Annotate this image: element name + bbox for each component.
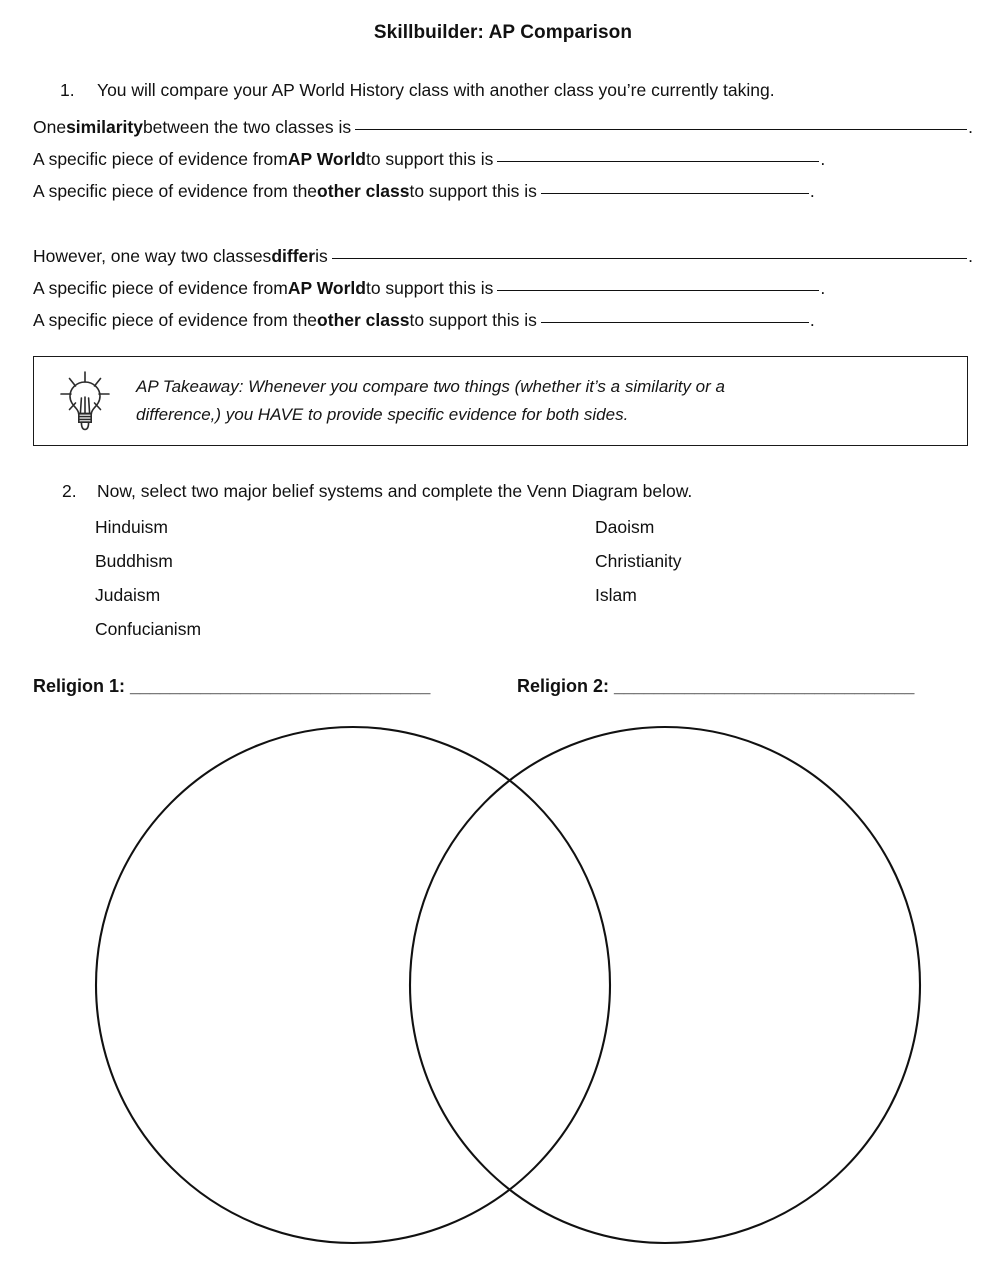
belief-system-empty [595, 619, 975, 653]
difference-line-3-lead: A specific piece of evidence from the [33, 310, 318, 330]
similarity-line-2-blank[interactable] [497, 161, 819, 162]
similarity-line-2-mid: to support this is [365, 149, 494, 169]
question-1-block [0, 79, 1006, 102]
similarity-line-1 [33, 117, 973, 138]
difference-line-3-mid: to support this is [409, 310, 537, 330]
similarity-line-1-mid: between the two classes is [142, 117, 352, 137]
difference-line-2-bold: AP World [287, 278, 366, 298]
difference-line-1-lead: However, one way two classes [33, 246, 272, 266]
list-item [95, 619, 975, 653]
difference-line-3-bold: other class [317, 310, 410, 330]
page-title: Skillbuilder: AP Comparison [373, 22, 633, 43]
difference-line-1-blank[interactable] [332, 258, 967, 259]
ap-takeaway-line-1: AP Takeaway: Whenever you compare two things (whether it’s a similarity or a [136, 377, 725, 397]
question-1-item [0, 79, 1006, 102]
similarity-line-3-tail: . [809, 181, 815, 201]
similarity-line-3-blank[interactable] [541, 193, 809, 194]
difference-line-2-mid: to support this is [365, 278, 494, 298]
difference-line-2-blank[interactable] [497, 290, 819, 291]
belief-system-judaism: Judaism [95, 585, 161, 605]
difference-line-1 [33, 246, 973, 267]
list-item [95, 517, 975, 551]
difference-line-3-blank[interactable] [541, 322, 809, 323]
belief-system-daoism: Daoism [595, 517, 655, 537]
similarity-line-3-lead: A specific piece of evidence from the [33, 181, 318, 201]
list-item [95, 551, 975, 585]
similarity-statements [33, 117, 973, 213]
similarity-line-1-tail: . [968, 117, 973, 137]
difference-line-2-lead: A specific piece of evidence from [33, 278, 288, 298]
question-1-prompt: You will compare your AP World History class with another class you’re currently taking. [97, 80, 775, 100]
ap-takeaway-text [136, 373, 967, 428]
similarity-line-2 [33, 149, 973, 170]
question-2-prompt: Now, select two major belief systems and complete the Venn Diagram below. [97, 481, 693, 501]
venn-diagram [0, 706, 1006, 1266]
question-2-number: 2. [62, 481, 77, 501]
religion-1-field[interactable]: Religion 1: ______________________________ [33, 676, 431, 696]
similarity-line-3 [33, 181, 973, 202]
difference-line-2 [33, 278, 973, 299]
difference-line-1-tail: . [968, 246, 973, 266]
similarity-line-3-bold: other class [317, 181, 410, 201]
religion-2-field[interactable]: Religion 2: ______________________________ [517, 676, 915, 696]
similarity-line-3-mid: to support this is [409, 181, 537, 201]
ap-takeaway-line-2: difference,) you HAVE to provide specific evidence for both sides. [136, 405, 629, 424]
similarity-line-1-lead: One [33, 117, 67, 137]
belief-systems-list [95, 517, 975, 653]
belief-system-islam: Islam [595, 585, 637, 605]
difference-line-3 [33, 310, 973, 331]
similarity-line-1-blank[interactable] [355, 129, 967, 130]
similarity-line-2-tail: . [820, 149, 826, 169]
venn-circle-right [410, 727, 920, 1243]
difference-line-2-tail: . [820, 278, 826, 298]
belief-system-christianity: Christianity [595, 551, 682, 571]
belief-system-hinduism: Hinduism [95, 517, 168, 537]
similarity-line-2-lead: A specific piece of evidence from [33, 149, 288, 169]
venn-labels [33, 676, 978, 697]
belief-system-buddhism: Buddhism [95, 551, 173, 571]
belief-system-confucianism: Confucianism [95, 619, 202, 639]
question-1-number: 1. [60, 80, 75, 100]
ap-takeaway-box [33, 356, 968, 446]
lightbulb-icon [34, 370, 136, 432]
list-item [95, 585, 975, 619]
question-2-block [0, 481, 1006, 502]
difference-statements [33, 246, 973, 342]
similarity-line-1-bold: similarity [66, 117, 143, 137]
similarity-line-2-bold: AP World [287, 149, 366, 169]
venn-circle-left [96, 727, 610, 1243]
difference-line-3-tail: . [809, 310, 815, 330]
difference-line-1-mid: is [315, 246, 328, 266]
difference-line-1-bold: differ [271, 246, 316, 266]
question-2-item [0, 481, 1006, 502]
